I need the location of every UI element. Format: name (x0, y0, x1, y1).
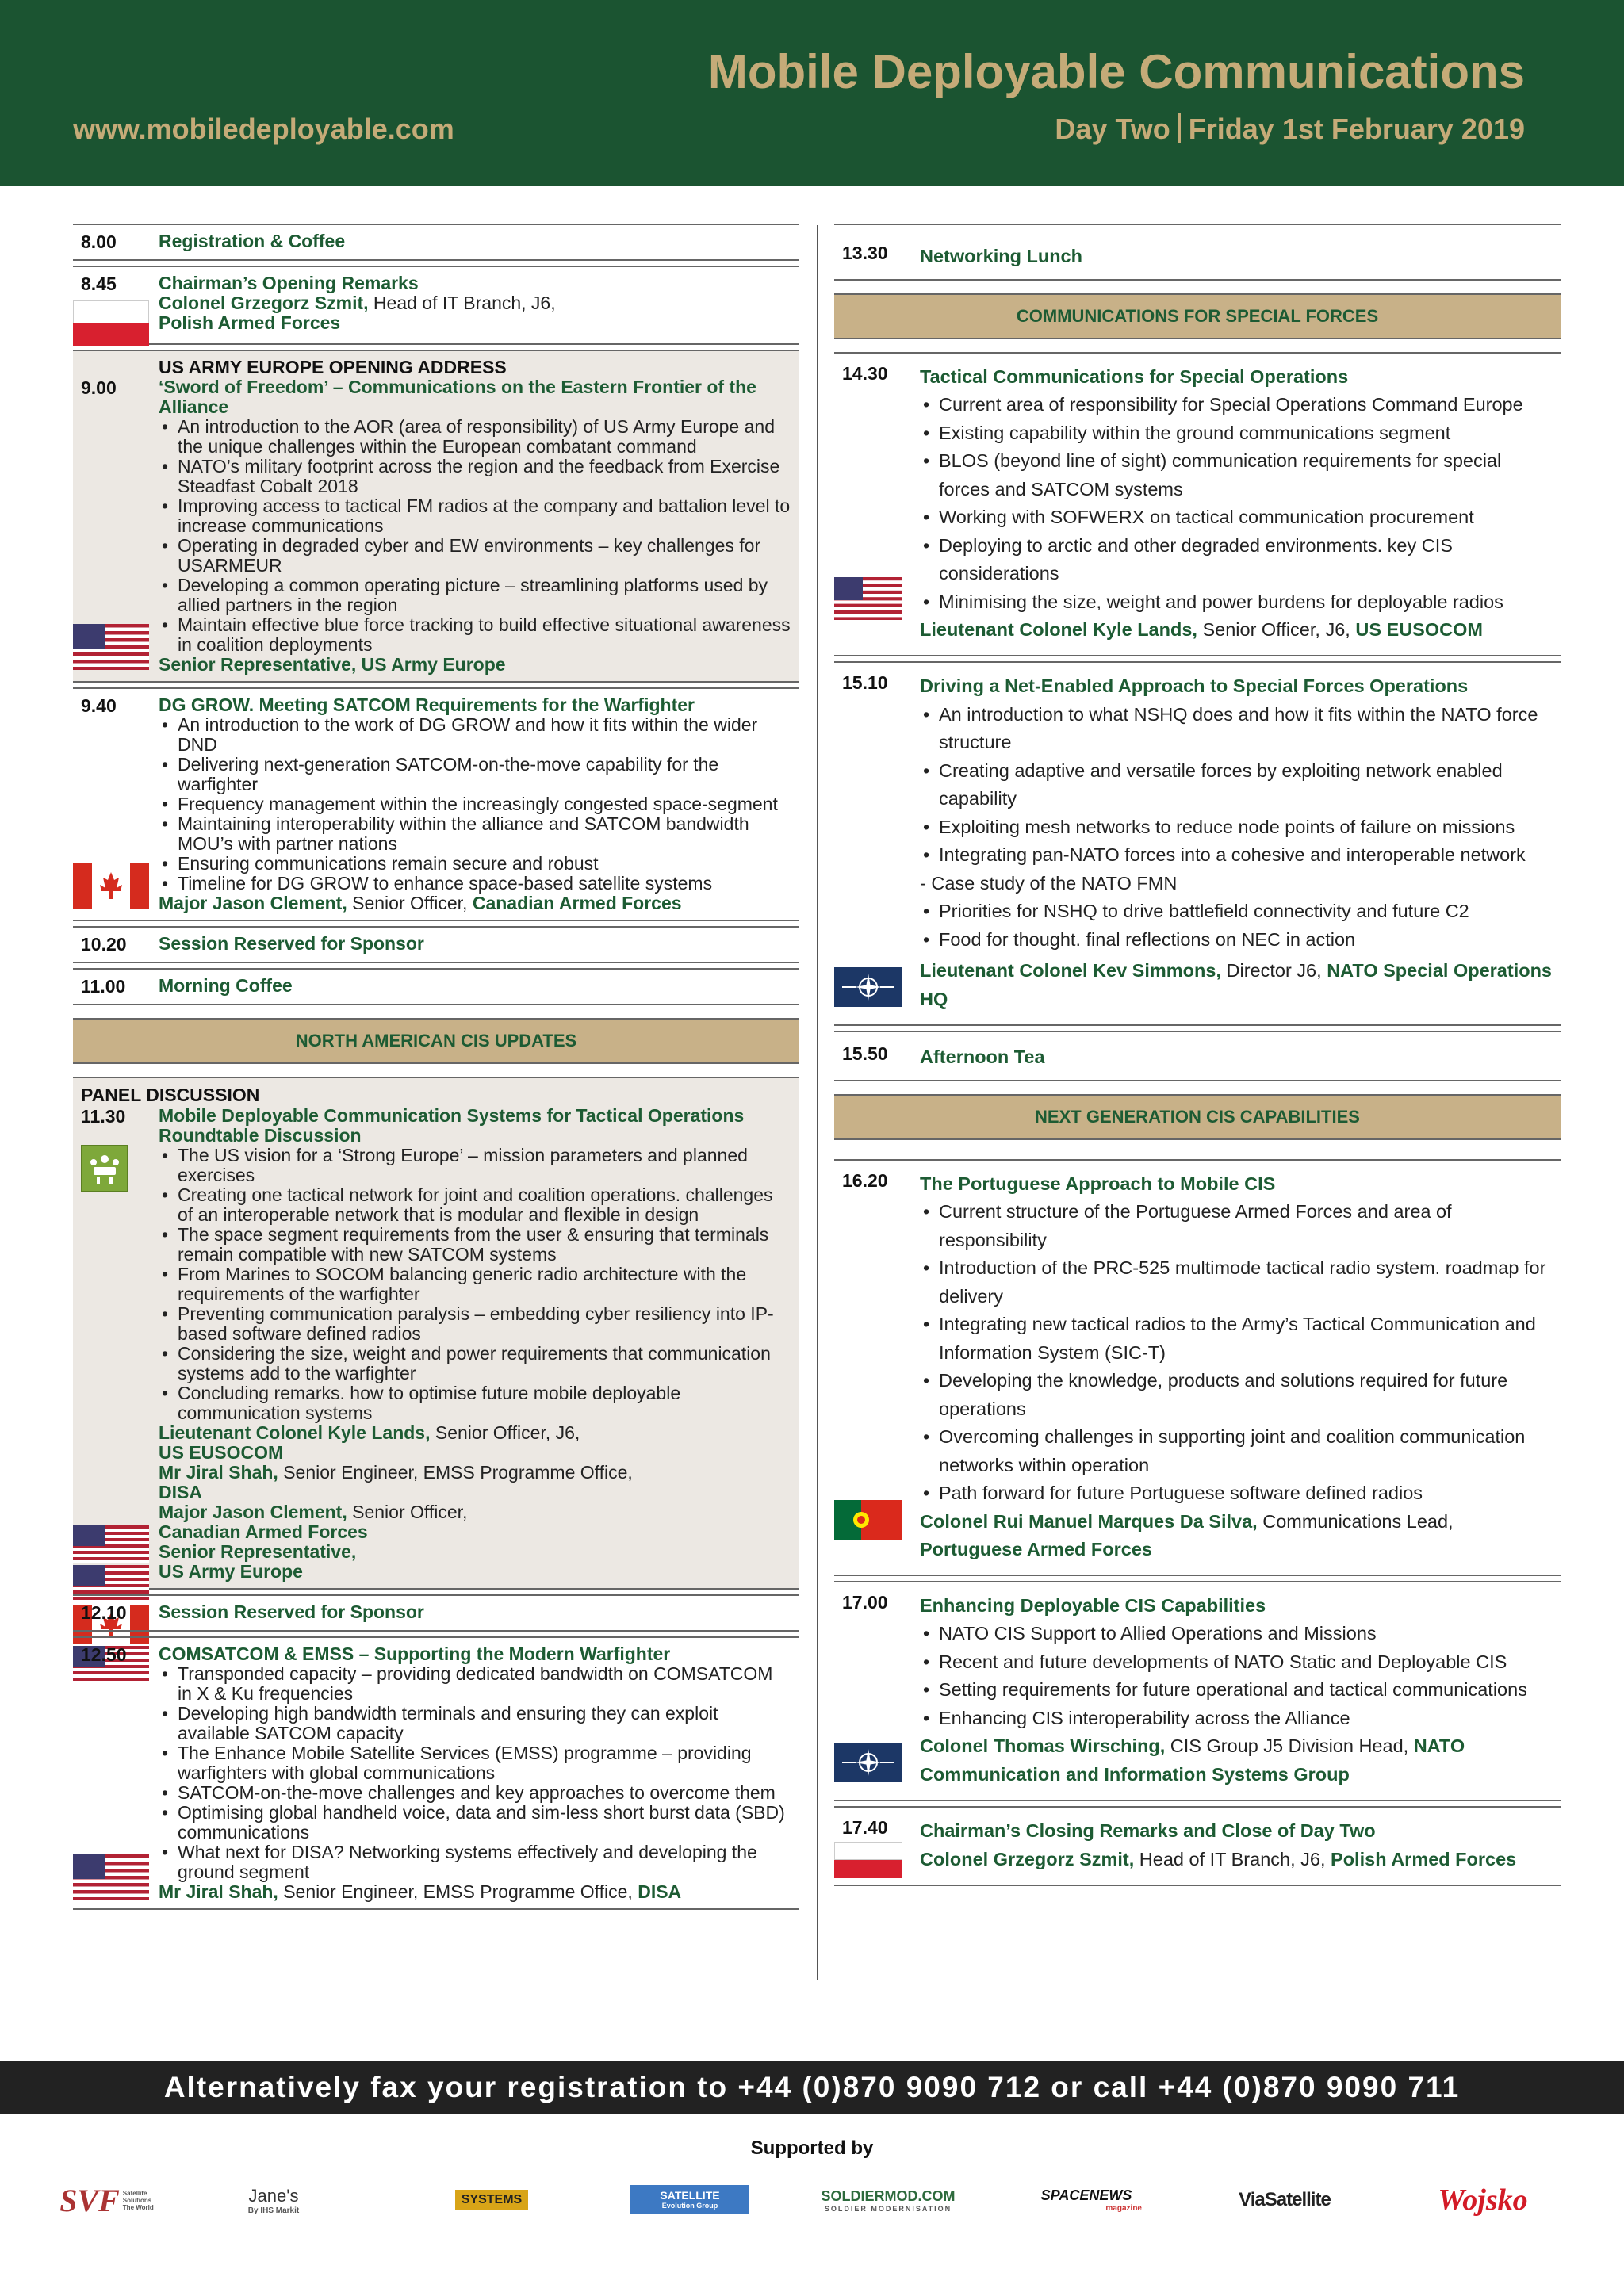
roundtable-icon (81, 1145, 128, 1192)
satellite-evolution-logo[interactable]: SATELLITE Evolution Group (630, 2185, 749, 2214)
session-title: The Portuguese Approach to Mobile CIS (920, 1173, 1276, 1194)
event-title: Mobile Deployable Communications (707, 45, 1525, 98)
usa-flag-icon (73, 1525, 149, 1563)
session-title: COMSATCOM & EMSS – Supporting the Modern Warfighter (159, 1644, 671, 1664)
soldiermod-logo[interactable]: SOLDIERMOD.COM SOLDIER MODERNISATION (821, 2187, 956, 2213)
spacenews-logo[interactable]: SPACENEWS magazine (1040, 2187, 1142, 2213)
session-title: Driving a Net-Enabled Approach to Special Forces Operations (920, 675, 1469, 696)
sponsor-logos (0, 2172, 1624, 2236)
session-time: 17.00 (842, 1591, 888, 1613)
session-time: 9.00 (81, 377, 117, 398)
agenda-left-column (73, 224, 799, 1910)
session-1250: 12.50 COMSATCOM & EMSS – Supporting the Modern Warfighter • Transponded capacity – providing dedicated bandwidth on COMSATCOM in X & Ku frequencies • Developing high bandwidth terminals and ensuring they can exploit available SATCOM capacity • The Enhance Mobile Satellite Services (EMSS) programme – providing warfighters with global communications • SATCOM-on-the-move challenges and key approaches to overcome them • Optimising global handheld voice, data and sim-less short burst data (SBD) communications • What next for DISA? Networking systems effectively and developing the ground segment Mr Jiral Shah, Senior Engineer, EMSS Programme Office, DISA (73, 1636, 799, 1910)
session-1210: 12.10 Session Reserved for Sponsor (73, 1594, 799, 1632)
session-time: 14.30 (842, 362, 888, 384)
session-title: Chairman’s Opening Remarks (159, 273, 419, 293)
session-title: Session Reserved for Sponsor (159, 933, 424, 954)
session-title: Afternoon Tea (920, 1047, 1045, 1067)
session-title: DG GROW. Meeting SATCOM Requirements for the Warfighter (159, 695, 695, 715)
canada-flag-icon (73, 863, 149, 909)
section-bar-north-american: NORTH AMERICAN CIS UPDATES (73, 1018, 799, 1064)
session-1430: 14.30 Tactical Communications for Special Operations • Current area of responsibility for Special Operations Command Europe • Existing capability within the ground communications segment • BLOS (beyond line of sight) communication requirements for special forces and SATCOM systems • Working with SOFWERX on tactical communication procurement • Deploying to arctic and other degraded environments. key CIS considerations • Minimising the size, weight and power burdens for deployable radios Lieutenant Colonel Kyle Lands, Senior Officer, J6, US EUSOCOM (834, 352, 1561, 657)
session-1620: 16.20 The Portuguese Approach to Mobile CIS • Current structure of the Portuguese Armed Forces and area of responsibility • Introduction of the PRC-525 multimode tactical radio system. roadmap for delivery • Integrating new tactical radios to the Army’s Tactical Communication and Information System (SIC-T) • Developing the knowledge, products and solutions required for future operations • Overcoming challenges in supporting joint and coalition communication networks within operation • Path forward for future Portuguese software defined radios Colonel Rui Manuel Marques Da Silva, Communications Lead, Portuguese Armed Forces (834, 1159, 1561, 1576)
section-bar-next-gen: NEXT GENERATION CIS CAPABILITIES (834, 1094, 1561, 1140)
session-0940: 9.40 DG GROW. Meeting SATCOM Requirements for the Warfighter • An introduction to the work of DG GROW and how it fits within the wider DND • Delivering next-generation SATCOM-on-the-move capability for the warfighter • Frequency management within the increasingly congested space-segment • Maintaining interoperability within the alliance and SATCOM bandwidth MOU’s with partner nations • Ensuring communications remain secure and robust • Timeline for DG GROW to enhance space-based satellite systems Major Jason Clement, Senior Officer, Canadian Armed Forces (73, 687, 799, 921)
session-1020: 10.20 Session Reserved for Sponsor (73, 926, 799, 963)
session-time: 8.45 (81, 274, 117, 294)
session-title: Chairman’s Closing Remarks and Close of Day Two (920, 1820, 1376, 1841)
supported-by-label: Supported by (750, 2137, 874, 2159)
session-title: Enhancing Deployable CIS Capabilities (920, 1594, 1266, 1616)
nato-flag-icon (834, 967, 902, 1007)
portugal-flag-icon (834, 1500, 902, 1540)
session-bullets: • An introduction to the work of DG GROW and how it fits within the wider DND • Delivering next-generation SATCOM-on-the-move capability for the warfighter • Frequency management within the increasingly congested space-segment • Maintaining interoperability within the alliance and SATCOM bandwidth MOU’s with partner nations • Ensuring communications remain secure and robust • Timeline for DG GROW to enhance space-based satellite systems (159, 715, 791, 894)
session-0800 (73, 224, 799, 261)
janes-logo[interactable]: Jane's By IHS Markit (247, 2185, 300, 2215)
systems-logo[interactable]: SYSTEMS (420, 2172, 563, 2228)
session-time: 11.30 (81, 1106, 126, 1127)
usa-flag-icon (834, 577, 910, 623)
session-time: 8.00 (81, 232, 117, 252)
session-bullets: • Transponded capacity – providing dedicated bandwidth on COMSATCOM in X & Ku frequencies • Developing high bandwidth terminals and ensuring they can exploit available SATCOM capacity • The Enhance Mobile Satellite Services (EMSS) programme – providing warfighters with global communications • SATCOM-on-the-move challenges and key approaches to overcome them • Optimising global handheld voice, data and sim-less short burst data (SBD) communications • What next for DISA? Networking systems effectively and developing the ground segment (159, 1664, 791, 1882)
session-0900: 9.00 US ARMY EUROPE OPENING ADDRESS ‘Sword of Freedom’ – Communications on the Eastern Frontier of the Alliance • An introduction to the AOR (area of responsibility) of US Army Europe and the unique challenges within the European combatant command • NATO’s military footprint across the region and the feedback from Exercise Steadfast Cobalt 2018 • Improving access to tactical FM radios at the company and battalion level to increase communications • Operating in degraded cyber and EW environments – key challenges for USARMEUR • Developing a common operating picture – streamlining platforms used by allied partners in the region • Maintain effective blue force tracking to build effective situational awareness in coalition deployments Senior Representative, US Army Europe (73, 350, 799, 683)
column-divider (817, 225, 818, 1980)
session-bullets: • NATO CIS Support to Allied Operations and Missions • Recent and future developments of NATO Static and Deployable CIS • Setting requirements for future operational and tactical communications • Enhancing CIS interoperability across the Alliance (920, 1620, 1553, 1732)
session-title: Registration & Coffee (159, 231, 346, 251)
section-bar-special-forces: COMMUNICATIONS FOR SPECIAL FORCES (834, 293, 1561, 339)
session-title: Tactical Communications for Special Operations (920, 365, 1349, 387)
session-bullets: • An introduction to what NSHQ does and how it fits within the NATO force structure • Creating adaptive and versatile forces by exploiting network enabled capability • Exploiting mesh networks to reduce node points of failure on missions • Integrating pan-NATO forces into a cohesive and interoperable network (920, 701, 1553, 870)
usa-flag-icon (73, 1854, 149, 1900)
session-title: Session Reserved for Sponsor (159, 1601, 424, 1622)
fax-call-banner: Alternatively fax your registration to +44 (0)870 9090 712 or call +44 (0)870 9090 711 (0, 2061, 1624, 2114)
session-bullets: • Current area of responsibility for Special Operations Command Europe • Existing capability within the ground communications segment • BLOS (beyond line of sight) communication requirements for special forces and SATCOM systems • Working with SOFWERX on tactical communication procurement • Deploying to arctic and other degraded environments. key CIS considerations • Minimising the size, weight and power burdens for deployable radios (920, 391, 1553, 616)
session-1100: 11.00 Morning Coffee (73, 968, 799, 1005)
session-1130: PANEL DISCUSSION 11.30 Mobile Deployable Communication Systems for Tactical Operations Roundtable Discussion • The US vision for a ‘Strong Europe’ – mission parameters and planned exercises • Creating one tactical network for joint and coalition operations. challenges of an interoperable network that is modular and flexible in design • The space segment requirements from the user & ensuring that terminals remain compatible with new SATCOM systems • From Marines to SOCOM balancing generic radio architecture with the requirements of the warfighter • Preventing communication paralysis – embedding cyber resiliency into IP-based software defined radios • Considering the size, weight and power requirements that communication systems add to the warfighter • Concluding remarks. how to optimise future mobile deployable communication systems Lieutenant Colonel Kyle Lands, Senior Officer, J6, US EUSOCOM Mr Jiral Shah, Senior Engineer, EMSS Programme Office, DISA Major Jason Clement, Senior Officer, Canadian Armed Forces Senior Representative, US Army Europe (73, 1077, 799, 1590)
usa-flag-icon (73, 624, 149, 670)
session-title: Mobile Deployable Communication Systems for Tactical Operations Roundtable Discussion (159, 1105, 745, 1146)
session-0845: 8.45 Chairman’s Opening Remarks Colonel Grzegorz Szmit, Head of IT Branch, J6, Polish Armed Forces (73, 266, 799, 345)
via-satellite-logo[interactable]: ViaSatellite (1239, 2189, 1331, 2210)
session-time: 16.20 (842, 1169, 888, 1191)
session-time: 9.40 (81, 695, 117, 716)
event-website[interactable]: www.mobiledeployable.com (73, 113, 454, 145)
session-1510: 15.10 Driving a Net-Enabled Approach to Special Forces Operations • An introduction to what NSHQ does and how it fits within the NATO force structure • Creating adaptive and versatile forces by exploiting network enabled capability • Exploiting mesh networks to reduce node points of failure on missions • Integrating pan-NATO forces into a cohesive and interoperable network - Case study of the NATO FMN • Priorities for NSHQ to drive battlefield connectivity and future C2 • Food for thought. final reflections on NEC in action Lieutenant Colonel Kev Simmons, Director J6, NATO Special Operations HQ (834, 661, 1561, 1026)
session-title: Morning Coffee (159, 975, 293, 996)
session-1330: 13.30 Networking Lunch (834, 224, 1561, 281)
session-title: ‘Sword of Freedom’ – Communications on the Eastern Frontier of the Alliance (159, 377, 756, 417)
nato-flag-icon (834, 1743, 902, 1782)
session-1740: 17.40 Chairman’s Closing Remarks and Close of Day Two Colonel Grzegorz Szmit, Head of IT Branch, J6, Polish Armed Forces (834, 1806, 1561, 1886)
poland-flag-icon (73, 300, 149, 346)
poland-flag-icon (834, 1842, 902, 1878)
svf-logo[interactable]: SVF Satellite Solutions The World (59, 2182, 154, 2218)
session-time: 17.40 (842, 1817, 888, 1838)
session-title: Networking Lunch (920, 246, 1082, 266)
session-1700: 17.00 Enhancing Deployable CIS Capabilities • NATO CIS Support to Allied Operations and Missions • Recent and future developments of NATO Static and Deployable CIS • Setting requirements for future operational and tactical communications • Enhancing CIS interoperability across the Alliance Colonel Thomas Wirsching, CIS Group J5 Division Head, NATO Communication and Information Systems Group (834, 1581, 1561, 1802)
agenda-right-column (834, 224, 1561, 1886)
event-date: Day Two Friday 1st February 2019 (1055, 113, 1525, 145)
page-header (0, 0, 1624, 186)
session-bullets: • The US vision for a ‘Strong Europe’ – mission parameters and planned exercises • Creating one tactical network for joint and coalition operations. challenges of an interoperable network that is modular and flexible in design • The space segment requirements from the user & ensuring that terminals remain compatible with new SATCOM systems • From Marines to SOCOM balancing generic radio architecture with the requirements of the warfighter • Preventing communication paralysis – embedding cyber resiliency into IP-based software defined radios • Considering the size, weight and power requirements that communication systems add to the warfighter • Concluding remarks. how to optimise future mobile deployable communication systems (159, 1146, 791, 1423)
session-bullets: • An introduction to the AOR (area of responsibility) of US Army Europe and the unique challenges within the European combatant command • NATO’s military footprint across the region and the feedback from Exercise Steadfast Cobalt 2018 • Improving access to tactical FM radios at the company and battalion level to increase communications • Operating in degraded cyber and EW environments – key challenges for USARMEUR • Developing a common operating picture – streamlining platforms used by allied partners in the region • Maintain effective blue force tracking to build effective situational awareness in coalition deployments (159, 417, 791, 655)
session-time: 15.10 (842, 672, 888, 693)
session-bullets: • Current structure of the Portuguese Armed Forces and area of responsibility • Introduction of the PRC-525 multimode tactical radio system. roadmap for delivery • Integrating new tactical radios to the Army’s Tactical Communication and Information System (SIC-T) • Developing the knowledge, products and solutions required for future operations • Overcoming challenges in supporting joint and coalition communication networks within operation • Path forward for future Portuguese software defined radios (920, 1198, 1553, 1508)
wojsko-logo[interactable]: Wojsko (1438, 2183, 1528, 2217)
session-time: 12.50 (81, 1644, 127, 1665)
session-1550: 15.50 Afternoon Tea (834, 1031, 1561, 1081)
